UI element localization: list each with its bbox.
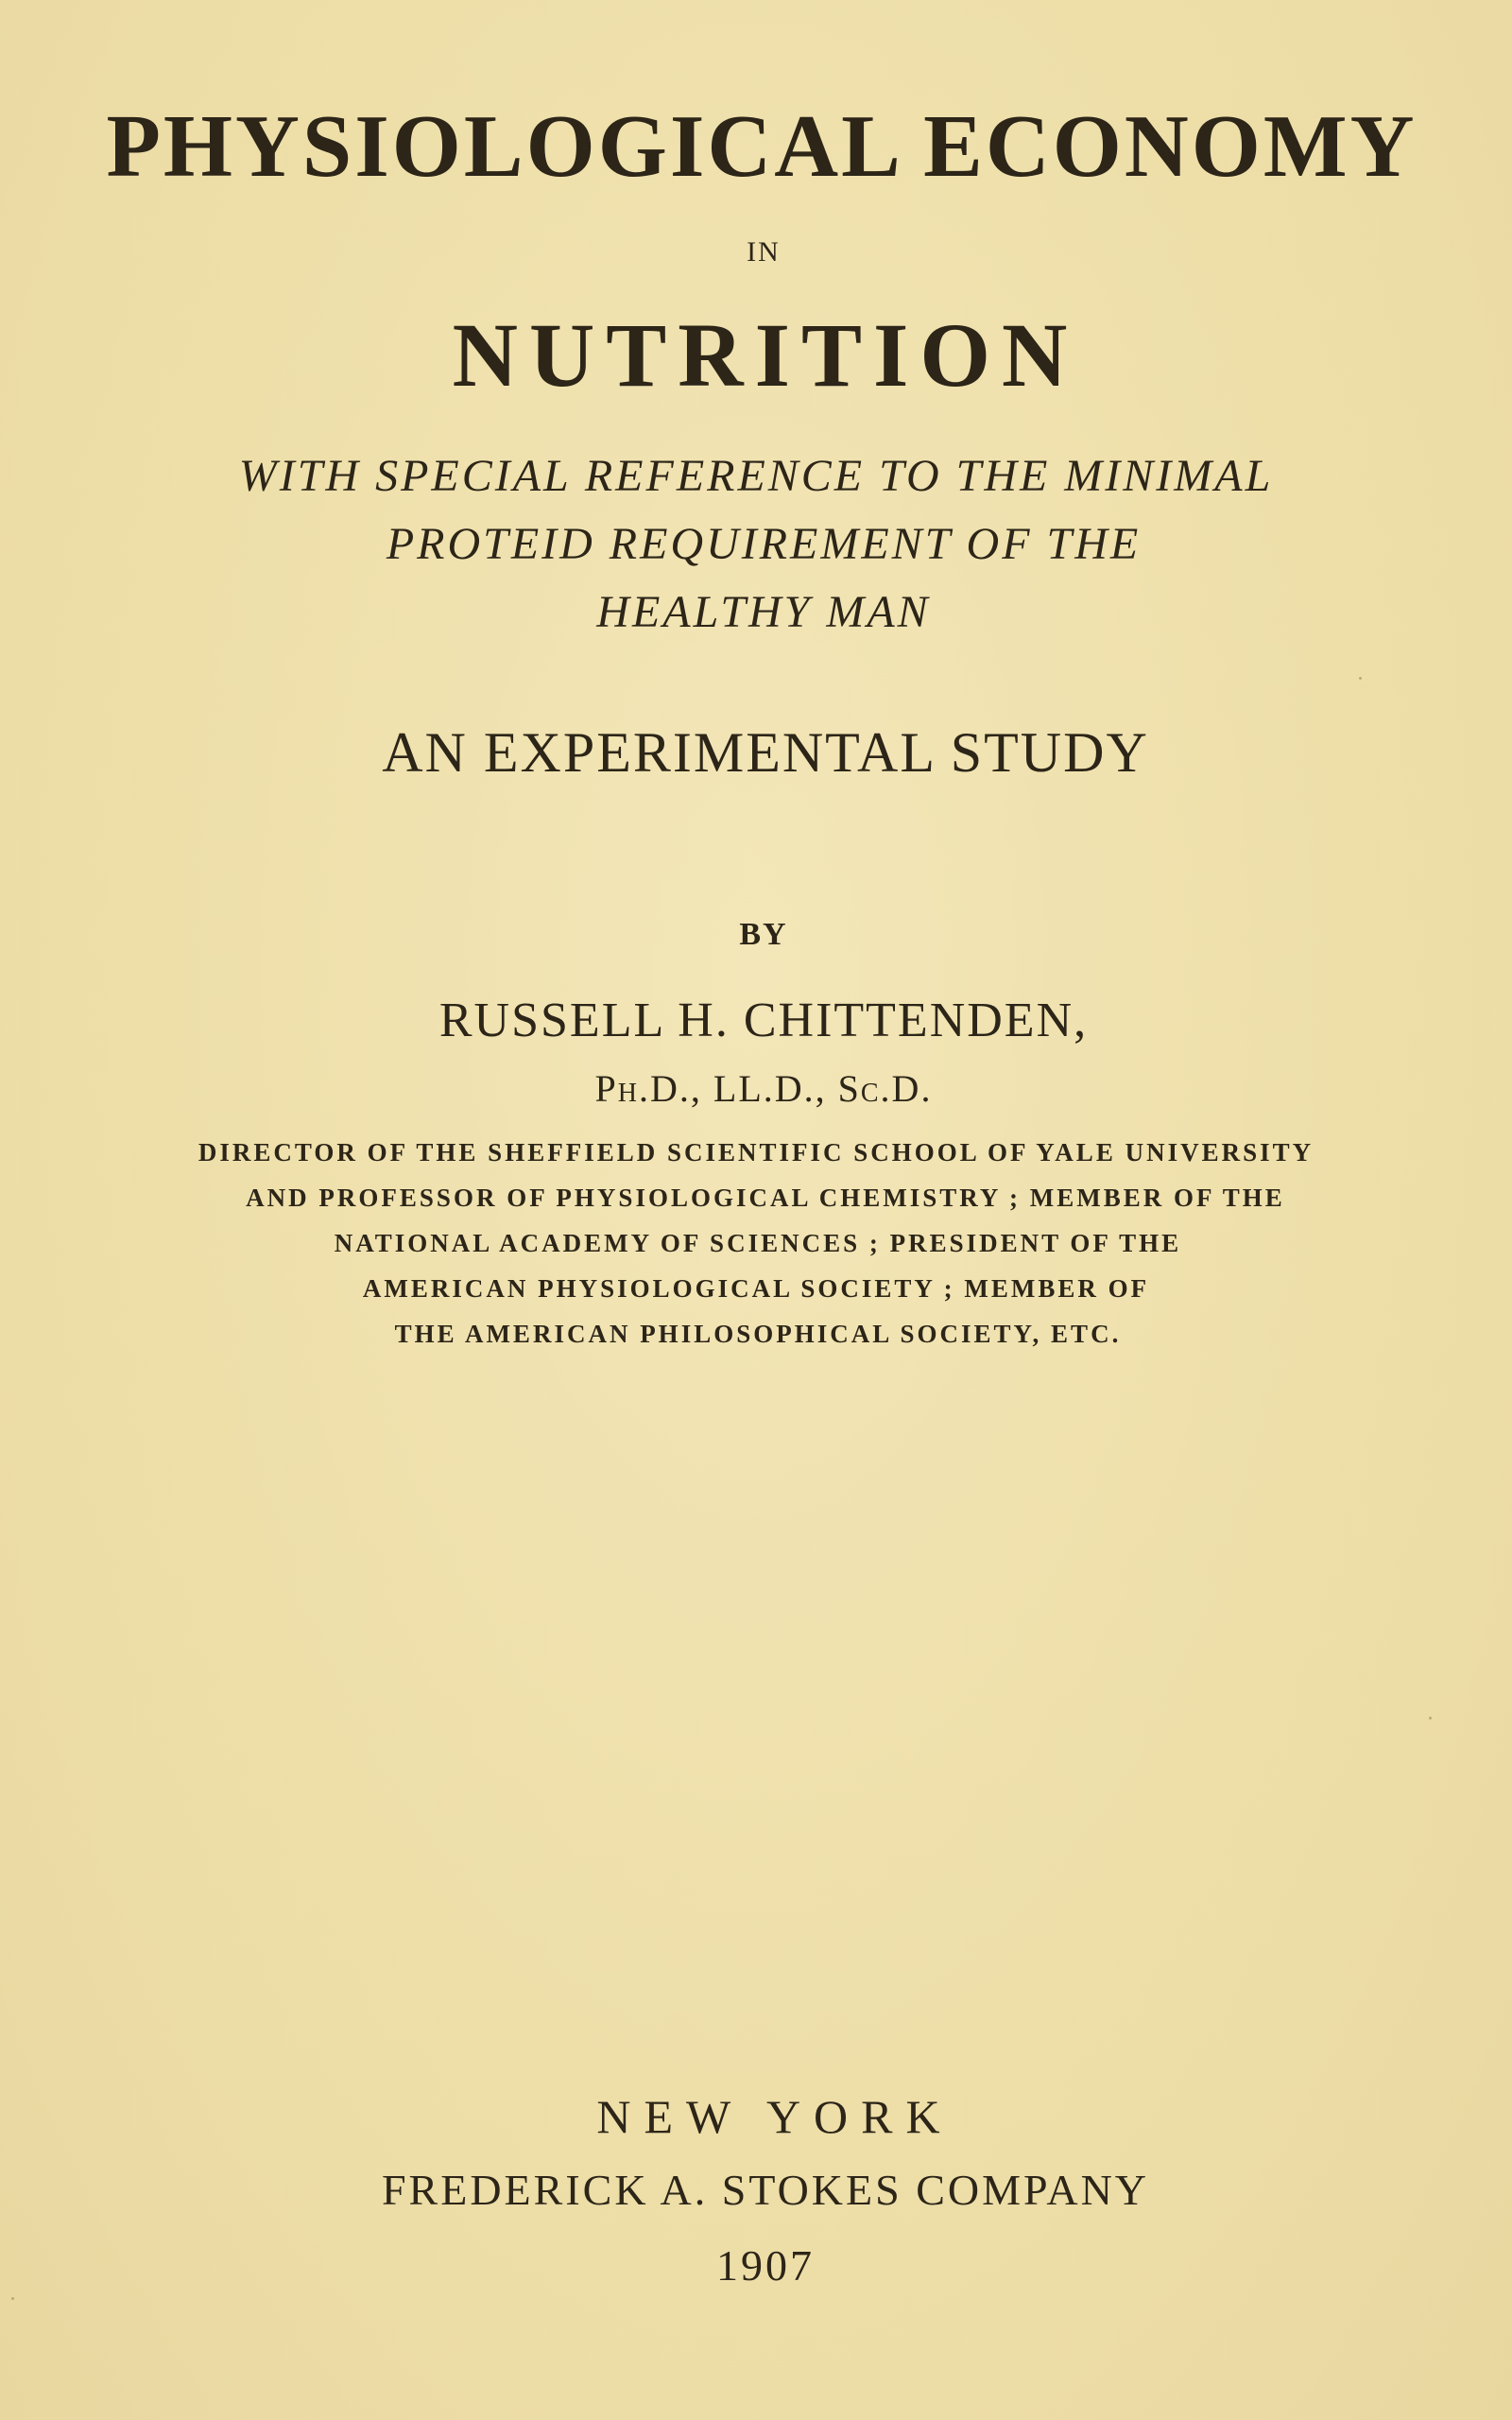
paper-speck: [1429, 1717, 1432, 1720]
author-name: RUSSELL H. CHITTENDEN,: [438, 994, 1089, 1047]
subtitle-line-2: PROTEID REQUIREMENT OF THE: [386, 519, 1142, 569]
affiliation-line-1: DIRECTOR OF THE SHEFFIELD SCIENTIFIC SCHOOL OF YALE UNIVERSITY: [198, 1138, 1314, 1167]
by-label: BY: [739, 917, 788, 952]
paper-speck: [11, 2297, 14, 2300]
author-degrees-text: Ph.D., LL.D., Sc.D.: [594, 1067, 933, 1110]
paper-speck: [1359, 677, 1362, 680]
author-degrees: [0, 1067, 1512, 1110]
affiliation-line-4: AMERICAN PHYSIOLOGICAL SOCIETY ; MEMBER OF: [362, 1274, 1150, 1303]
subtitle-line-1: WITH SPECIAL REFERENCE TO THE MINIMAL: [238, 451, 1274, 501]
affiliation-line-5: THE AMERICAN PHILOSOPHICAL SOCIETY, ETC.: [394, 1320, 1122, 1348]
subtitle-line-3: HEALTHY MAN: [596, 587, 931, 637]
publication-place: NEW YORK: [596, 2090, 954, 2143]
book-title-connector: IN: [747, 236, 781, 268]
publication-year: 1907: [716, 2241, 815, 2290]
study-type: AN EXPERIMENTAL STUDY: [382, 721, 1149, 784]
affiliation-line-3: NATIONAL ACADEMY OF SCIENCES ; PRESIDENT OF THE: [334, 1229, 1182, 1257]
book-title-line-1: PHYSIOLOGICAL ECONOMY: [106, 97, 1418, 196]
affiliation-line-2: AND PROFESSOR OF PHYSIOLOGICAL CHEMISTRY ; MEMBER OF THE: [246, 1184, 1285, 1212]
publisher-name: FREDERICK A. STOKES COMPANY: [381, 2166, 1150, 2214]
book-title-line-2: NUTRITION: [452, 304, 1079, 406]
